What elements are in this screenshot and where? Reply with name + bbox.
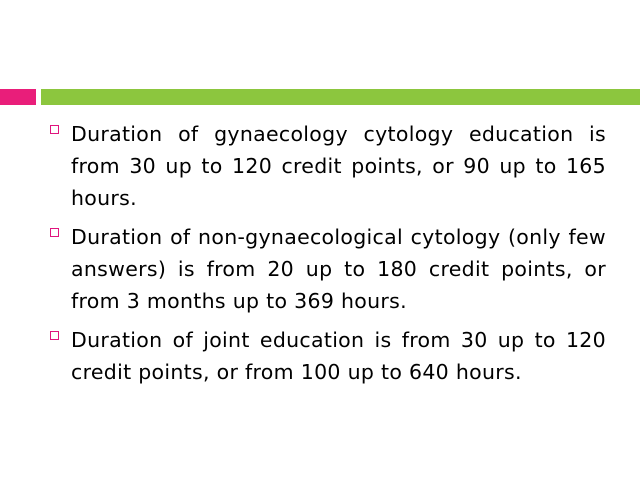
bullet-item-gynaecology <box>50 118 606 214</box>
bullet-list <box>50 118 606 395</box>
bullet-text: Duration of joint education is from 30 up to 120 credit points, or from 100 up to 640 hours. <box>71 328 606 384</box>
bullet-text: Duration of non-gynaecological cytology (only few answers) is from 20 up to 180 credit points, or from 3 months up to 369 hours. <box>71 225 606 313</box>
bullet-text: Duration of gynaecology cytology education is from 30 up to 120 credit points, or 90 up to 165 hours. <box>71 122 606 210</box>
square-bullet-icon <box>50 331 59 340</box>
header-accent-bar-pink <box>0 89 36 105</box>
header-accent-bar-green <box>41 89 640 105</box>
square-bullet-icon <box>50 228 59 237</box>
square-bullet-icon <box>50 125 59 134</box>
bullet-item-joint-education <box>50 324 606 388</box>
bullet-item-non-gynaecological <box>50 221 606 317</box>
